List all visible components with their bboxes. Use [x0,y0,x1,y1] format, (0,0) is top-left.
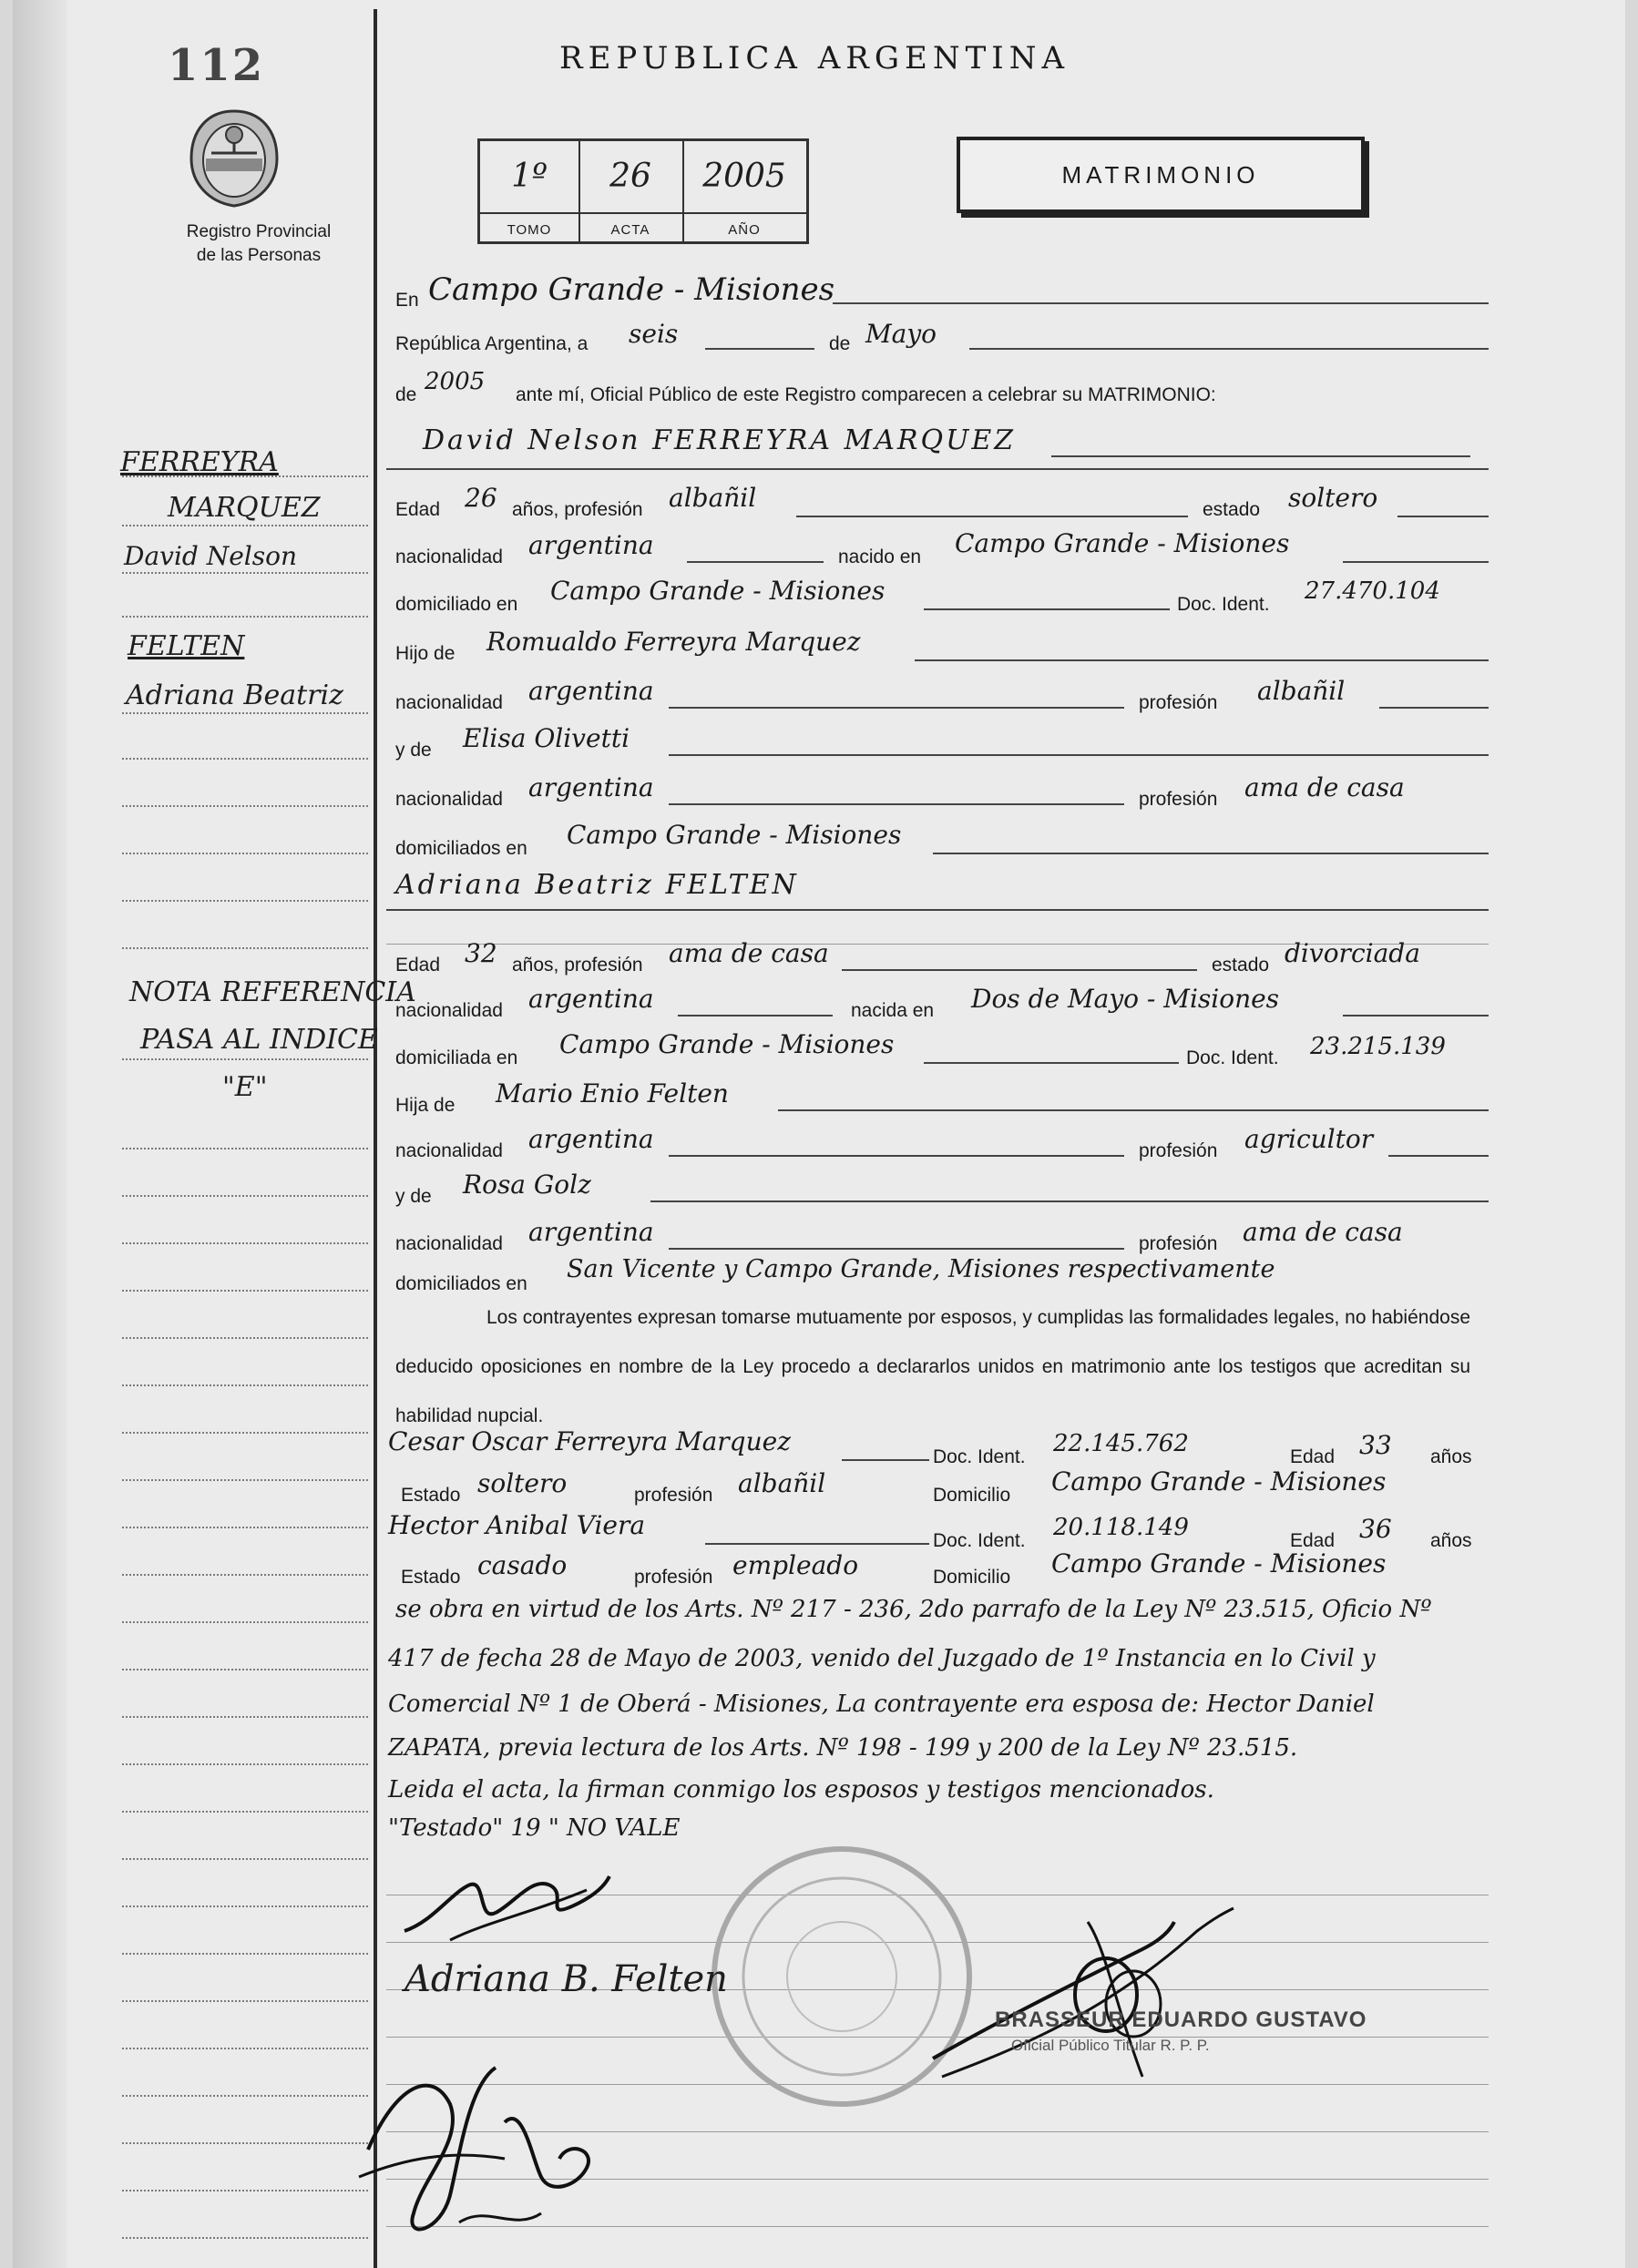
observation-line-4: ZAPATA, previa lectura de los Arts. Nº 198 - 199 y 200 de la Ley Nº 23.515. [388,1734,1298,1762]
wife-mother-nationality: argentina [528,1217,654,1247]
domiciliado-en-label: domiciliado en [395,594,518,615]
margin-dotted-line [122,1058,368,1060]
witness-2-doc-ident: 20.118.149 [1053,1514,1189,1541]
margin-dotted-line [122,1337,368,1339]
margin-dotted-line [122,1621,368,1623]
volume-box-divider [480,212,806,214]
ano-label: AÑO [728,222,761,238]
margin-dotted-line [122,1953,368,1955]
margin-dotted-line [122,853,368,854]
fill-line [669,803,1124,805]
fill-line [669,754,1489,756]
y-de-label: y de [395,1186,432,1207]
hijo-de-label: Hijo de [395,643,456,664]
fill-line [969,348,1489,350]
witness-2-profession: empleado [732,1550,859,1580]
wife-mother-name: Rosa Golz [463,1170,591,1200]
husband-domicile: Campo Grande - Misiones [550,576,886,606]
wife-domicile: Campo Grande - Misiones [559,1029,895,1059]
wife-father-name: Mario Enio Felten [496,1078,729,1108]
fill-line [842,1459,929,1461]
margin-note-line-1: NOTA REFERENCIA [129,976,416,1008]
husband-full-name: David Nelson FERREYRA MARQUEZ [423,424,1017,456]
margin-dotted-line [122,1195,368,1197]
wife-full-name: Adriana Beatriz FELTEN [395,869,799,901]
margin-note-line-2: PASA AL INDICE [140,1024,378,1056]
page-edge-shadow [13,0,67,2268]
nacida-en-label: nacida en [851,1000,935,1021]
nacionalidad-label: nacionalidad [395,1233,503,1254]
hija-de-label: Hija de [395,1095,456,1116]
estado-cap-label: Estado [401,1567,461,1588]
witness-signatures [350,2013,641,2250]
margin-dotted-line [122,1527,368,1528]
husband-signature [395,1858,614,1949]
margin-rule [374,9,377,2268]
fill-line [778,1109,1489,1111]
officer-signature [924,1895,1306,2095]
margin-note-line-3: "E" [222,1071,268,1103]
tomo-cell [480,141,580,241]
margin-wife-surname: FELTEN [128,630,245,662]
fill-line [1397,516,1489,517]
doc-ident-label: Doc. Ident. [1177,594,1270,615]
wife-profession: ama de casa [669,938,829,968]
witness-2-domicile: Campo Grande - Misiones [1051,1548,1387,1578]
margin-dotted-line [122,475,368,477]
wife-father-profession: agricultor [1244,1124,1374,1154]
officer-title: Oficial Público Titular R. P. P. [1011,2037,1210,2054]
coat-of-arms-icon [184,107,284,209]
nacionalidad-label: nacionalidad [395,1000,503,1021]
ano-cell [682,141,806,241]
fill-line [386,909,1489,911]
fill-line [924,608,1170,610]
wife-civil-status: divorciada [1285,938,1420,968]
husband-father-nationality: argentina [528,676,654,706]
margin-dotted-line [122,2142,368,2144]
wife-nationality: argentina [528,984,654,1014]
margin-dotted-line [122,947,368,949]
profesion-label: profesión [1139,1233,1218,1254]
profesion-label: profesión [634,1485,713,1506]
estado-label: estado [1203,499,1261,520]
acta-cell [578,141,684,241]
fill-line [669,1248,1124,1250]
officer-stamp: BRASSEUR EDUARDO GUSTAVO [995,2007,1367,2032]
margin-dotted-line [122,1384,368,1386]
domiciliada-en-label: domiciliada en [395,1047,518,1068]
fill-line [924,1062,1179,1064]
margin-dotted-line [122,805,368,807]
profesion-label: profesión [634,1567,713,1588]
registry-name [131,220,386,268]
husband-father-profession: albañil [1257,676,1346,706]
act-place: Campo Grande - Misiones [428,271,835,308]
witness-2-civil-status: casado [477,1550,568,1580]
margin-dotted-line [122,1669,368,1670]
nacionalidad-label: nacionalidad [395,1140,503,1161]
husband-mother-profession: ama de casa [1244,772,1405,802]
en-label: En [395,290,419,311]
domicilio-label: Domicilio [933,1485,1011,1506]
margin-dotted-line [122,2237,368,2239]
husband-mother-nationality: argentina [528,772,654,802]
country-title: REPUBLICA ARGENTINA [559,40,1070,77]
husband-age: 26 [465,483,497,513]
fill-line [1051,455,1470,457]
edad-label: Edad [395,499,441,520]
margin-dotted-line [122,1858,368,1860]
wife-parents-domicile: San Vicente y Campo Grande, Misiones respectivamente [567,1255,1275,1283]
wife-mother-profession: ama de casa [1243,1217,1403,1247]
husband-nationality: argentina [528,530,654,560]
fill-line [705,348,814,350]
margin-husband-surname-2: MARQUEZ [168,492,321,524]
act-day: seis [629,319,679,349]
anos-label: años [1430,1446,1472,1467]
margin-husband-given: David Nelson [124,541,298,571]
margin-dotted-line [122,1479,368,1481]
margin-dotted-line [122,900,368,902]
act-year: 2005 [425,368,486,395]
fill-line [1343,1015,1489,1017]
fill-line [842,969,1197,971]
wife-doc-ident: 23.215.139 [1310,1033,1446,1060]
margin-dotted-line [122,758,368,760]
margin-dotted-line [122,1716,368,1718]
tomo-value: 1º [511,158,548,195]
margin-dotted-line [122,2095,368,2097]
observation-line-3: Comercial Nº 1 de Oberá - Misiones, La contrayente era esposa de: Hector Daniel [388,1691,1375,1718]
tomo-label: TOMO [507,222,552,238]
margin-dotted-line [122,1763,368,1765]
husband-civil-status: soltero [1288,483,1378,513]
fill-line [705,1543,929,1545]
nacionalidad-label: nacionalidad [395,547,503,567]
observation-line-2: 417 de fecha 28 de Mayo de 2003, venido del Juzgado de 1º Instancia en lo Civil y [388,1645,1376,1672]
edad-label: Edad [1290,1530,1336,1551]
witness-2-age: 36 [1359,1514,1392,1544]
profesion-label: profesión [1139,692,1218,713]
observation-line-5: Leida el acta, la firman conmigo los esposos y testigos mencionados. [388,1776,1214,1803]
margin-dotted-line [122,1574,368,1576]
doc-ident-label: Doc. Ident. [933,1446,1026,1467]
fill-line [915,659,1489,661]
fill-line [687,561,824,563]
wife-signature: Adriana B. Felten [404,1958,728,2000]
acta-value: 26 [609,158,651,195]
margin-dotted-line [122,572,368,574]
observation-line-6: "Testado" 19 " NO VALE [388,1814,681,1842]
fill-line [678,1015,833,1017]
profesion-label: profesión [1139,1140,1218,1161]
domiciliados-en-label: domiciliados en [395,838,527,859]
fill-line [1388,1155,1489,1157]
nacionalidad-label: nacionalidad [395,692,503,713]
margin-dotted-line [122,525,368,526]
anos-label: años [1430,1530,1472,1551]
edad-label: Edad [395,955,441,976]
margin-dotted-line [122,2190,368,2191]
fill-line [1379,707,1489,709]
anos-profesion-label: años, profesión [512,499,643,520]
folio-number: 112 [168,40,265,91]
domiciliados-en-label: domiciliados en [395,1273,527,1294]
de-year-label: de [395,384,417,405]
husband-father-name: Romualdo Ferreyra Marquez [486,627,861,657]
declaration-text: Los contrayentes expresan tomarse mutuamente por esposos, y cumplidas las formalidades legales, no habiéndose deducido oposiciones en nombre de la Ley procedo a declararlos unidos en matrimonio ante los testigos que acreditan su habilidad nupcial. [395,1307,1470,1426]
margin-dotted-line [122,1242,368,1244]
fill-line [669,707,1124,709]
ano-value: 2005 [702,158,786,195]
witness-1-domicile: Campo Grande - Misiones [1051,1466,1387,1497]
profesion-label: profesión [1139,789,1218,810]
fill-line [1343,561,1489,563]
doc-ident-label: Doc. Ident. [1186,1047,1279,1068]
act-intro: ante mí, Oficial Público de este Registro comparecen a celebrar su MATRIMONIO: [516,384,1216,405]
husband-profession: albañil [669,483,757,513]
acta-label: ACTA [610,222,650,238]
witness-1-name: Cesar Oscar Ferreyra Marquez [388,1426,791,1456]
nacionalidad-label: nacionalidad [395,789,503,810]
doc-ident-label: Doc. Ident. [933,1530,1026,1551]
husband-birthplace: Campo Grande - Misiones [955,528,1290,558]
margin-dotted-line [122,712,368,714]
act-month: Mayo [865,319,937,349]
margin-dotted-line [122,616,368,618]
margin-dotted-line [122,1811,368,1813]
estado-label: estado [1212,955,1270,976]
witness-2-name: Hector Anibal Viera [388,1510,646,1540]
margin-husband-surname-1: FERREYRA [120,446,279,478]
fill-line [933,853,1489,854]
anos-profesion-label: años, profesión [512,955,643,976]
witness-1-age: 33 [1359,1430,1392,1460]
margin-wife-given: Adriana Beatriz [126,679,343,711]
margin-dotted-line [122,1290,368,1292]
witness-1-profession: albañil [738,1468,826,1498]
fill-line [386,468,1489,470]
registry-line-1: Registro Provincial [186,222,332,241]
wife-age: 32 [465,938,497,968]
edad-label: Edad [1290,1446,1336,1467]
fill-line [669,1155,1124,1157]
margin-dotted-line [122,1148,368,1149]
husband-mother-name: Elisa Olivetti [463,723,630,753]
margin-dotted-line [122,1905,368,1907]
republic-label: República Argentina, a [395,333,589,354]
registry-line-2: de las Personas [196,246,322,265]
witness-1-civil-status: soltero [477,1468,568,1498]
wife-birthplace: Dos de Mayo - Misiones [971,984,1280,1014]
de-month-label: de [829,333,851,354]
margin-dotted-line [122,1432,368,1434]
wife-father-nationality: argentina [528,1124,654,1154]
domicilio-label: Domicilio [933,1567,1011,1588]
fill-line [796,516,1188,517]
estado-cap-label: Estado [401,1485,461,1506]
husband-parents-domicile: Campo Grande - Misiones [567,820,902,850]
fill-line [650,1200,1489,1202]
nacido-en-label: nacido en [838,547,922,567]
witness-1-doc-ident: 22.145.762 [1053,1430,1189,1457]
husband-doc-ident: 27.470.104 [1305,577,1440,605]
observation-line-1: se obra en virtud de los Arts. Nº 217 - 236, 2do parrafo de la Ley Nº 23.515, Oficio Nº [395,1596,1432,1623]
fill-line [833,302,1489,304]
margin-dotted-line [122,2000,368,2002]
margin-dotted-line [122,2048,368,2049]
y-de-label: y de [395,740,432,761]
volume-box [477,138,809,244]
certificate-page [13,0,1625,2268]
document-type-box: MATRIMONIO [957,137,1365,213]
